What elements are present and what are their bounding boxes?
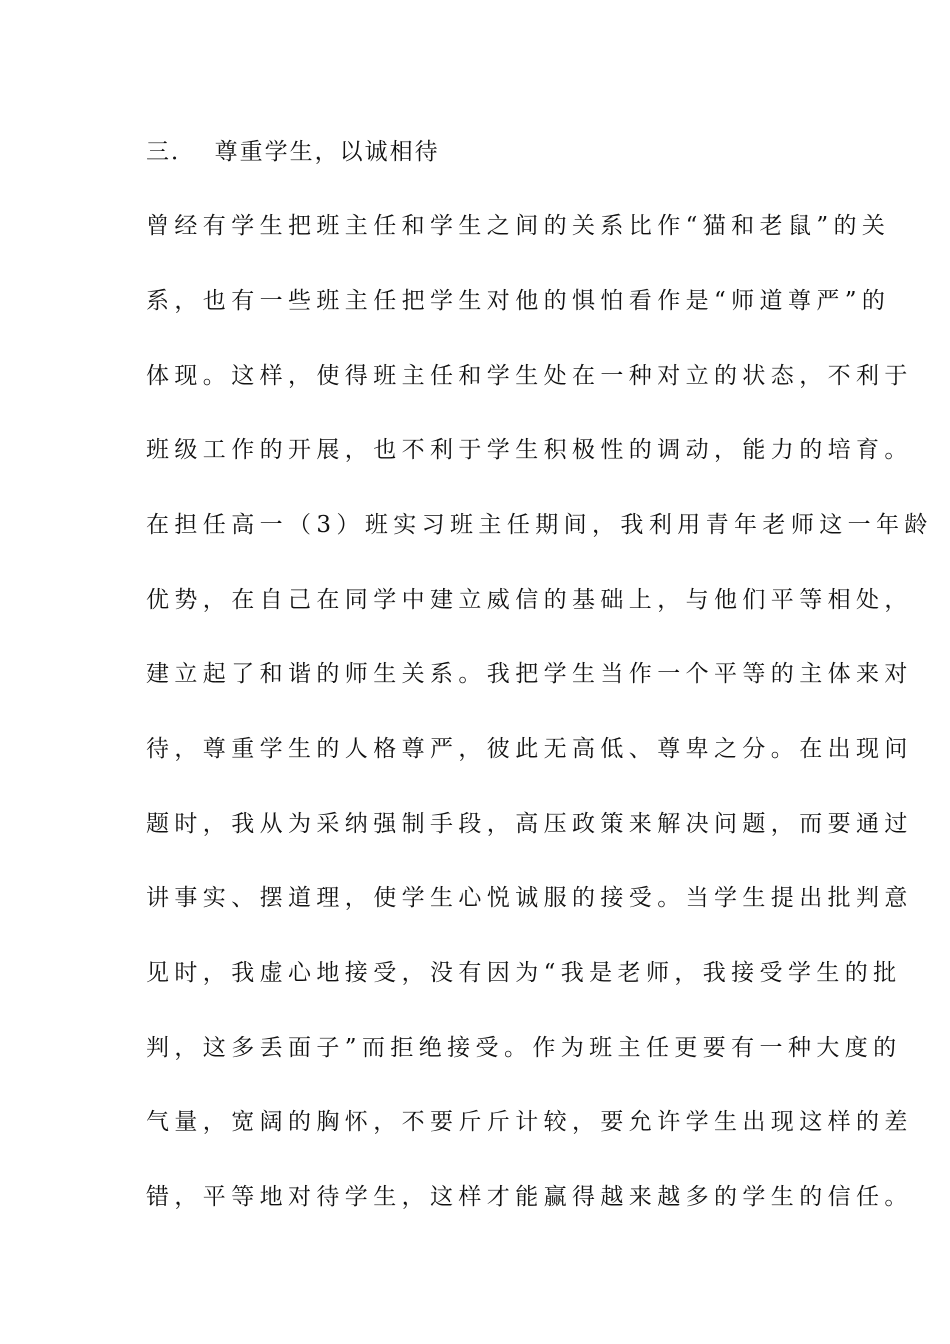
paragraph-line: 判，这多丢面子”而拒绝接受。作为班主任更要有一种大度的 [146,1035,902,1061]
paragraph-line: 曾经有学生把班主任和学生之间的关系比作“猫和老鼠”的关 [146,213,891,239]
paragraph-line: 系，也有一些班主任把学生对他的惧怕看作是“师道尊严”的 [146,288,891,314]
paragraph-line: 待，尊重学生的人格尊严，彼此无高低、尊卑之分。在出现问 [146,736,913,762]
paragraph-line: 建立起了和谐的师生关系。我把学生当作一个平等的主体来对 [146,661,913,687]
paragraph-line: 优势，在自己在同学中建立威信的基础上，与他们平等相处， [146,587,913,613]
paragraph-line: 题时，我从为采纳强制手段，高压政策来解决问题，而要通过 [146,811,913,837]
paragraph-line: 讲事实、摆道理，使学生心悦诚服的接受。当学生提出批判意 [146,885,913,911]
paragraph-line: 错，平等地对待学生，这样才能赢得越来越多的学生的信任。 [146,1184,913,1210]
paragraph-line: 体现。这样，使得班主任和学生处在一种对立的状态，不利于 [146,363,913,389]
paragraph-line: 见时，我虚心地接受，没有因为“我是老师，我接受学生的批 [146,960,902,986]
section-heading: 三． 尊重学生，以诚相待 [146,139,440,165]
paragraph-line: 气量，宽阔的胸怀，不要斤斤计较，要允许学生出现这样的差 [146,1109,913,1135]
paragraph-line: 班级工作的开展，也不利于学生积极性的调动，能力的培育。 [146,437,913,463]
paragraph-line: 在担任高一（3）班实习班主任期间，我利用青年老师这一年龄 [146,512,933,538]
